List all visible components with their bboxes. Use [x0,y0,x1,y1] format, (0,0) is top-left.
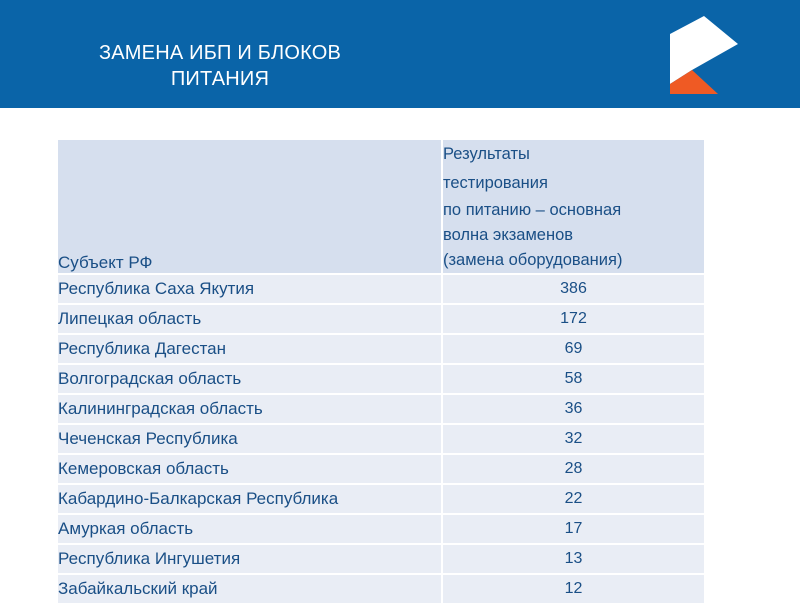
row-value: 13 [441,545,704,573]
row-value: 58 [441,365,704,393]
slide-title-line1: ЗАМЕНА ИБП И БЛОКОВ [98,42,342,64]
table-row [58,395,704,423]
row-subject: Забайкальский край [58,575,441,603]
row-subject: Волгоградская область [58,365,441,393]
table-row [58,365,704,393]
row-subject: Липецкая область [58,305,441,333]
table-row [58,575,704,603]
row-subject: Республика Ингушетия [58,545,441,573]
table-row [58,335,704,363]
row-value: 22 [441,485,704,513]
row-value: 28 [441,455,704,483]
row-subject: Амуркая область [58,515,441,543]
row-value: 386 [441,275,704,303]
row-value: 172 [441,305,704,333]
header-results-line5: (замена оборудования) [443,251,623,269]
slide-title [60,40,380,92]
table-row [58,425,704,453]
row-value: 17 [441,515,704,543]
header-results-line1: Результаты [443,145,530,163]
table-row [58,545,704,573]
brand-logo-icon [668,14,740,96]
row-subject: Калининградская область [58,395,441,423]
row-subject: Кабардино-Балкарская Республика [58,485,441,513]
header-results-line3: по питанию – основная [443,201,622,219]
results-table [58,138,704,605]
header-subject: Субъект РФ [58,140,441,273]
row-subject: Республика Дагестан [58,335,441,363]
table-row [58,515,704,543]
row-value: 32 [441,425,704,453]
row-subject: Кемеровская область [58,455,441,483]
table-row [58,455,704,483]
table-row [58,275,704,303]
slide-header [0,0,800,108]
table-row [58,305,704,333]
header-results-line4: волна экзаменов [443,226,574,244]
table-row [58,485,704,513]
row-subject: Республика Саха Якутия [58,275,441,303]
slide-title-line2: ПИТАНИЯ [170,68,270,90]
header-results-line2: тестирования [443,174,548,192]
row-value: 12 [441,575,704,603]
row-value: 36 [441,395,704,423]
header-results [441,140,704,273]
row-subject: Чеченская Республика [58,425,441,453]
table-header-row [58,140,704,273]
row-value: 69 [441,335,704,363]
